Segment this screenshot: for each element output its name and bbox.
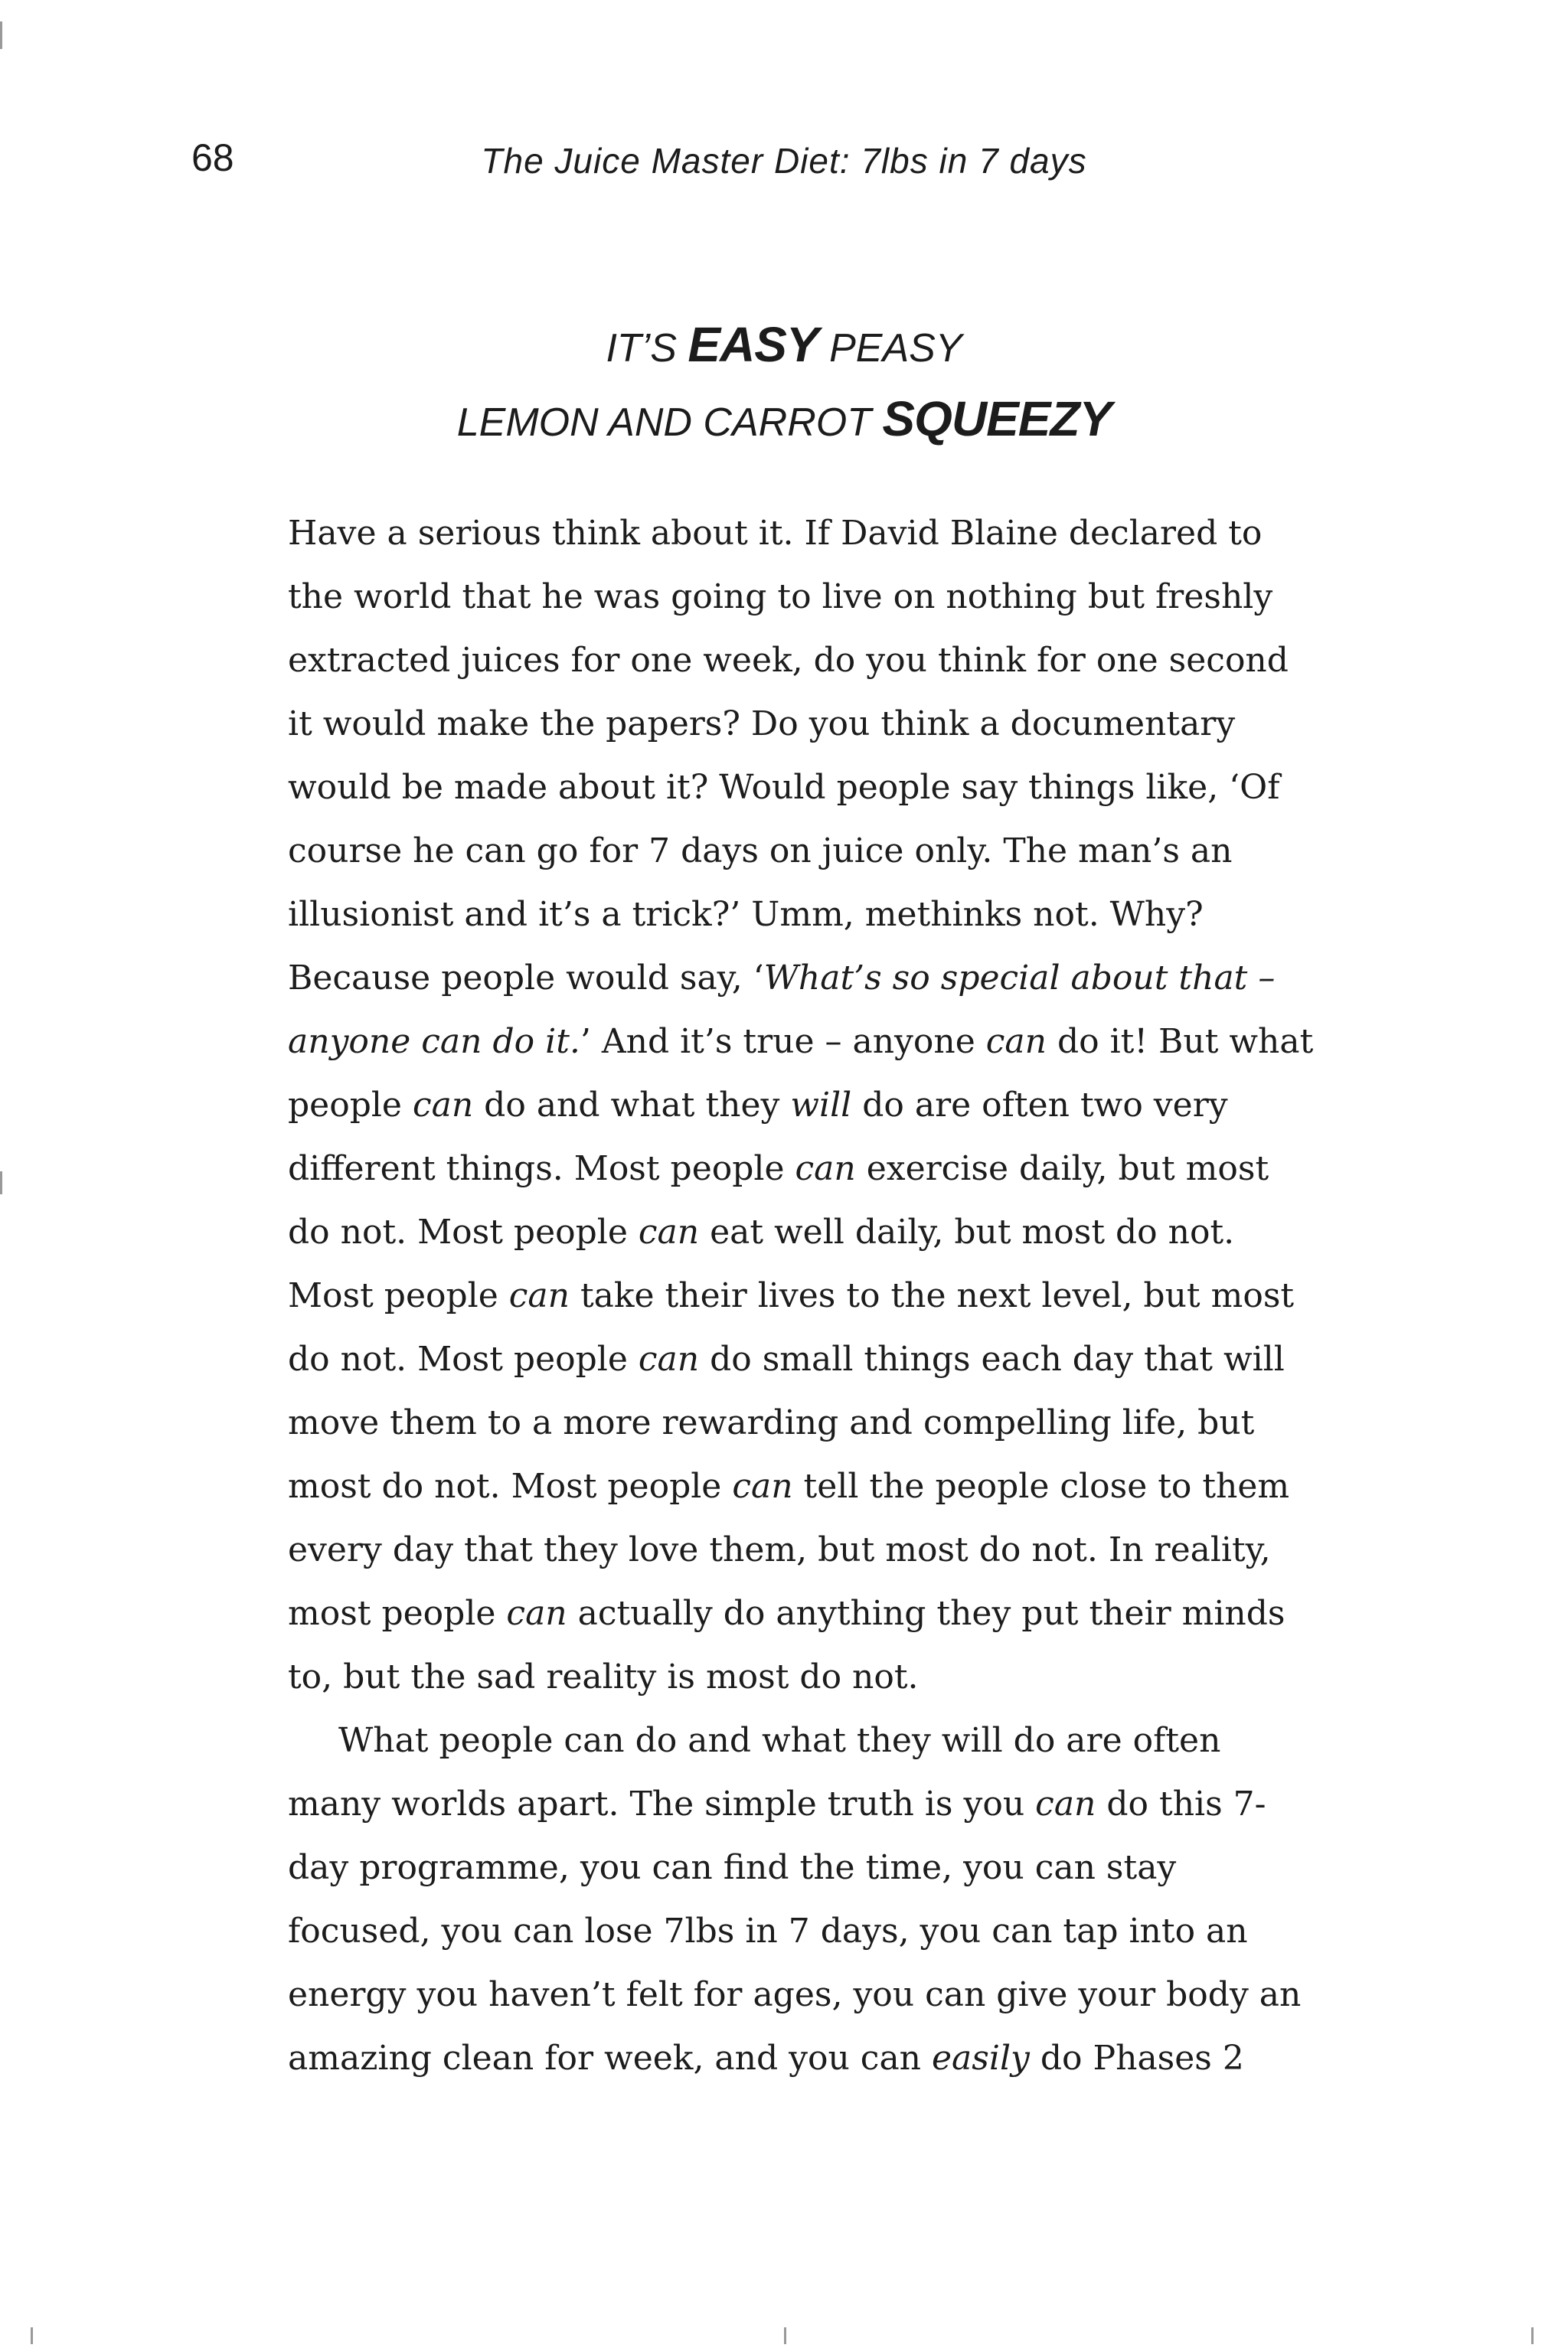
text-line bbox=[288, 1899, 1367, 1963]
heading-text: PEASY bbox=[818, 326, 962, 371]
text-line bbox=[288, 501, 1367, 565]
text-line bbox=[288, 756, 1367, 819]
text-line bbox=[288, 1963, 1367, 2026]
text-run: do are often two very bbox=[851, 1086, 1228, 1125]
italic-run: can bbox=[638, 1340, 700, 1379]
italic-run: can bbox=[638, 1213, 700, 1252]
crop-mark bbox=[31, 2327, 33, 2344]
text-run: to, but the sad reality is most do not. bbox=[288, 1657, 919, 1697]
text-line bbox=[288, 1010, 1367, 1073]
italic-run: anyone can do it. bbox=[288, 1022, 580, 1061]
crop-mark bbox=[0, 1171, 2, 1194]
text-run: most do not. Most people bbox=[288, 1467, 733, 1506]
text-run: Have a serious think about it. If David Blaine declared to bbox=[288, 514, 1263, 553]
italic-run: What’s so special about that – bbox=[763, 958, 1276, 998]
text-line bbox=[288, 1391, 1367, 1455]
text-run: ’ And it’s true – anyone bbox=[580, 1022, 986, 1061]
text-line bbox=[288, 692, 1367, 756]
text-line bbox=[288, 2026, 1367, 2090]
italic-run: easily bbox=[932, 2039, 1030, 2078]
italic-run: will bbox=[790, 1086, 852, 1125]
text-run: many worlds apart. The simple truth is you bbox=[288, 1785, 1036, 1824]
text-line bbox=[288, 1518, 1367, 1582]
text-line bbox=[288, 946, 1367, 1010]
book-title: The Juice Master Diet: 7lbs in 7 days bbox=[481, 141, 1087, 181]
text-run: move them to a more rewarding and compelling life, but bbox=[288, 1403, 1255, 1442]
heading-line-2 bbox=[0, 384, 1568, 458]
text-run: What people can do and what they will do are often bbox=[338, 1721, 1221, 1760]
text-run: Most people bbox=[288, 1276, 509, 1315]
italic-run: can bbox=[732, 1467, 793, 1506]
text-run: do and what they bbox=[473, 1086, 791, 1125]
text-line bbox=[288, 565, 1367, 629]
heading-text: IT’S bbox=[606, 326, 688, 371]
text-run: actually do anything they put their minds bbox=[567, 1594, 1285, 1633]
text-line bbox=[288, 1836, 1367, 1899]
italic-run: can bbox=[985, 1022, 1047, 1061]
text-line bbox=[288, 1772, 1367, 1836]
text-run: do not. Most people bbox=[288, 1340, 639, 1379]
text-run: the world that he was going to live on nothing but freshly bbox=[288, 577, 1273, 616]
text-run: do small things each day that will bbox=[699, 1340, 1285, 1379]
text-run: people bbox=[288, 1086, 413, 1125]
italic-run: can bbox=[1035, 1785, 1096, 1824]
text-run: eat well daily, but most do not. bbox=[699, 1213, 1235, 1252]
text-run: Because people would say, ‘ bbox=[288, 958, 764, 998]
text-run: it would make the papers? Do you think a documentary bbox=[288, 704, 1236, 743]
text-run: would be made about it? Would people say things like, ‘Of bbox=[288, 768, 1280, 807]
crop-mark bbox=[1531, 2327, 1534, 2344]
body-text bbox=[288, 501, 1367, 2090]
text-line bbox=[288, 1709, 1367, 1772]
text-run: do not. Most people bbox=[288, 1213, 639, 1252]
heading-emphasis: EASY bbox=[688, 317, 818, 372]
text-line bbox=[288, 819, 1367, 883]
chapter-heading bbox=[0, 309, 1568, 458]
text-line bbox=[288, 1073, 1367, 1137]
text-run: do this 7- bbox=[1096, 1785, 1266, 1824]
heading-emphasis: SQUEEZY bbox=[882, 391, 1112, 446]
text-run: tell the people close to them bbox=[792, 1467, 1290, 1506]
crop-mark bbox=[784, 2327, 786, 2344]
text-line bbox=[288, 1645, 1367, 1709]
text-line bbox=[288, 1200, 1367, 1264]
text-run: illusionist and it’s a trick?’ Umm, methinks not. Why? bbox=[288, 895, 1204, 934]
text-line bbox=[288, 629, 1367, 692]
italic-run: can bbox=[506, 1594, 567, 1633]
text-run: most people bbox=[288, 1594, 507, 1633]
text-run: day programme, you can find the time, you can stay bbox=[288, 1848, 1177, 1887]
text-line bbox=[288, 1327, 1367, 1391]
italic-run: can bbox=[508, 1276, 570, 1315]
running-head bbox=[0, 135, 1568, 188]
text-run: focused, you can lose 7lbs in 7 days, you can tap into an bbox=[288, 1912, 1248, 1951]
text-run: take their lives to the next level, but most bbox=[569, 1276, 1295, 1315]
heading-text: LEMON AND CARROT bbox=[456, 400, 883, 445]
text-run: every day that they love them, but most do not. In reality, bbox=[288, 1530, 1271, 1569]
text-line bbox=[288, 1137, 1367, 1200]
text-run: do Phases 2 bbox=[1029, 2039, 1244, 2078]
italic-run: can bbox=[795, 1149, 856, 1188]
text-run: amazing clean for week, and you can bbox=[288, 2039, 933, 2078]
page-number: 68 bbox=[191, 136, 234, 179]
text-run: course he can go for 7 days on juice only. The man’s an bbox=[288, 831, 1233, 870]
text-line bbox=[288, 1582, 1367, 1645]
text-run: exercise daily, but most bbox=[855, 1149, 1269, 1188]
text-line bbox=[288, 1264, 1367, 1327]
text-run: extracted juices for one week, do you think for one second bbox=[288, 641, 1289, 680]
text-run: do it! But what bbox=[1046, 1022, 1314, 1061]
crop-mark bbox=[0, 21, 2, 49]
text-run: different things. Most people bbox=[288, 1149, 795, 1188]
text-line bbox=[288, 883, 1367, 946]
text-line bbox=[288, 1455, 1367, 1518]
heading-line-1 bbox=[0, 309, 1568, 384]
italic-run: can bbox=[412, 1086, 474, 1125]
text-run: energy you haven’t felt for ages, you can give your body an bbox=[288, 1975, 1302, 2014]
